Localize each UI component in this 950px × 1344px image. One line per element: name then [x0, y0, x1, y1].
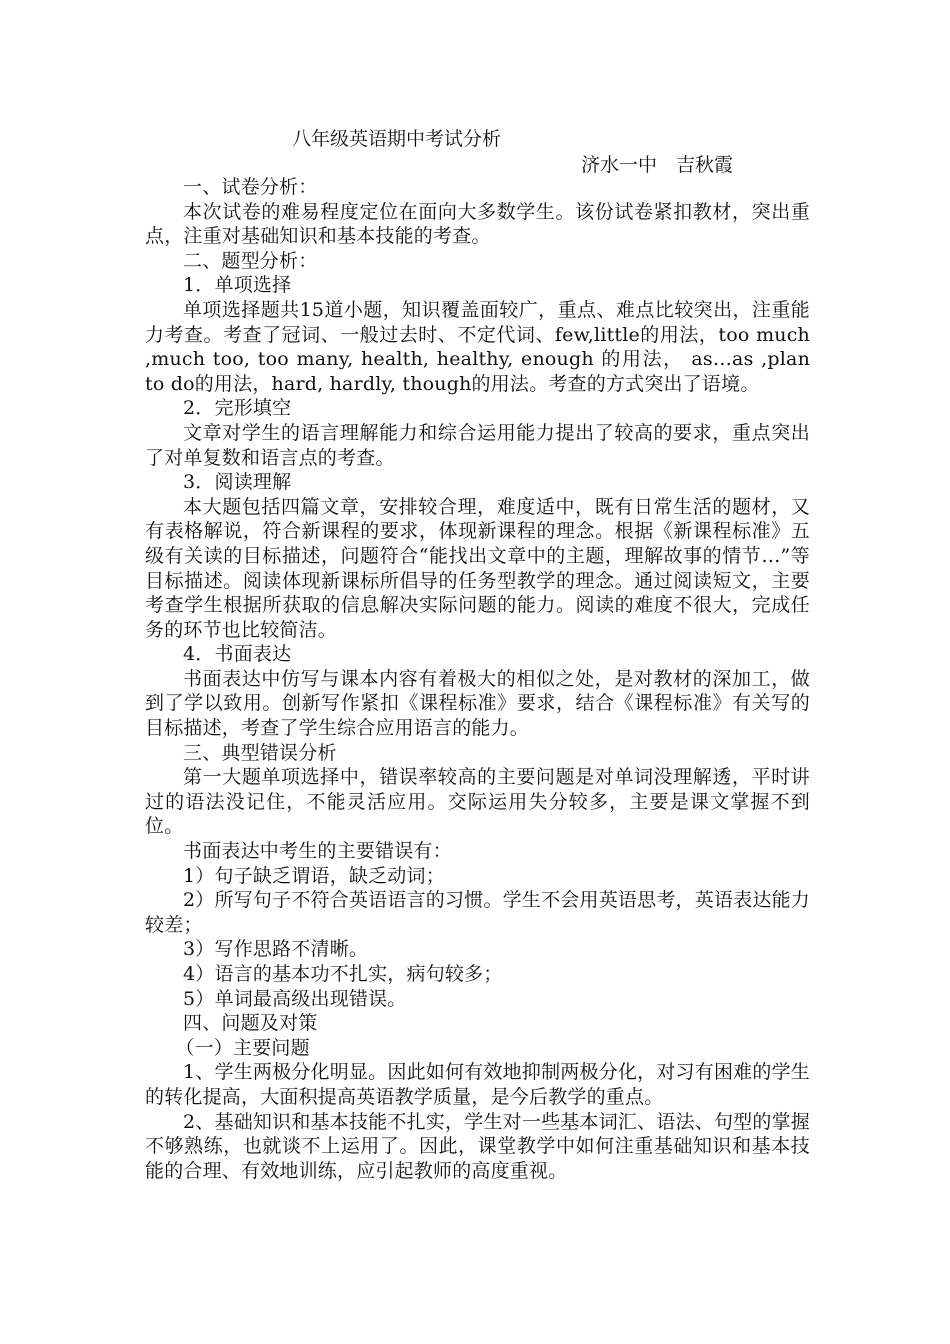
- paragraph-errors-writing-intro: 书面表达中考生的主要错误有：: [183, 840, 452, 863]
- document-title: 八年级英语期中考试分析: [292, 128, 502, 150]
- subheading-main-problems: （一）主要问题: [175, 1036, 310, 1059]
- document-body: [145, 175, 810, 1183]
- paragraph-reading: 本大题包括四篇文章，安排较合理，难度适中，既有日常生活的题材，又有表格解说，符合新课程的要求，体现新课程的理念。根据《新课程标准》五级有关读的目标描述，问题符合“能找出文章中的主题，理解故事的情节…”等目标描述。阅读体现新课标所倡导的任务型教学的理念。通过阅读短文，主要考查学生根据所获取的信息解决实际问题的能力。阅读的难度不很大，完成任务的环节也比较简洁。: [145, 495, 810, 641]
- paragraph-problem-1: 1、学生两极分化明显。因此如何有效地抑制两极分化，对习有困难的学生的转化提高，大面积提高英语教学质量，是今后教学的重点。: [145, 1061, 810, 1108]
- subheading-writing: 4．书面表达: [183, 643, 292, 666]
- paragraph-single-choice: 单项选择题共15道小题，知识覆盖面较广，重点、难点比较突出，注重能力考查。考查了冠词、一般过去时、不定代词、few,little的用法，too much ,much too, too many, health, healthy, enough 的用法， as…as ,plan to do的用法，hard, hardly, though的用法。考查的方式突出了语境。: [145, 298, 810, 395]
- section-heading-typical-errors: 三、典型错误分析: [183, 741, 337, 764]
- subheading-single-choice: 1．单项选择: [183, 274, 292, 297]
- list-item-error-3: 3）写作思路不清晰。: [183, 938, 369, 961]
- list-item-error-5: 5）单词最高级出现错误。: [183, 987, 407, 1010]
- paragraph-paper-overview: 本次试卷的难易程度定位在面向大多数学生。该份试卷紧扣教材，突出重点，注重对基础知识和基本技能的考查。: [145, 200, 810, 248]
- section-heading-paper-analysis: 一、试卷分析：: [183, 176, 318, 198]
- paragraph-cloze: 文章对学生的语言理解能力和综合运用能力提出了较高的要求，重点突出了对单复数和语言点的考查。: [145, 421, 810, 469]
- section-heading-question-types: 二、题型分析：: [183, 249, 318, 272]
- subheading-reading: 3．阅读理解: [183, 471, 292, 494]
- paragraph-problem-2: 2、基础知识和基本技能不扎实，学生对一些基本词汇、语法、句型的掌握不够熟练，也就谈不上运用了。因此，课堂教学中如何注重基础知识和基本技能的合理、有效地训练，应引起教师的高度重视。: [145, 1110, 810, 1182]
- list-item-error-1: 1）句子缺乏谓语，缺乏动词；: [183, 864, 445, 887]
- paragraph-errors-single-choice: 第一大题单项选择中，错误率较高的主要问题是对单词没理解透，平时讲过的语法没记住，不能灵活应用。交际运用失分较多，主要是课文掌握不到位。: [145, 766, 810, 838]
- section-heading-problems-solutions: 四、问题及对策: [183, 1012, 318, 1035]
- subheading-cloze: 2．完形填空: [183, 397, 292, 420]
- list-item-error-4: 4）语言的基本功不扎实，病句较多；: [183, 963, 503, 985]
- list-item-error-2: 2）所写句子不符合英语语言的习惯。学生不会用英语思考，英语表达能力较差；: [145, 889, 810, 936]
- document-author: 济水一中 吉秋霞: [581, 154, 734, 176]
- paragraph-writing: 书面表达中仿写与课本内容有着极大的相似之处，是对教材的深加工，做到了学以致用。创新写作紧扣《课程标准》要求，结合《课程标准》有关写的目标描述，考查了学生综合应用语言的能力。: [145, 667, 810, 740]
